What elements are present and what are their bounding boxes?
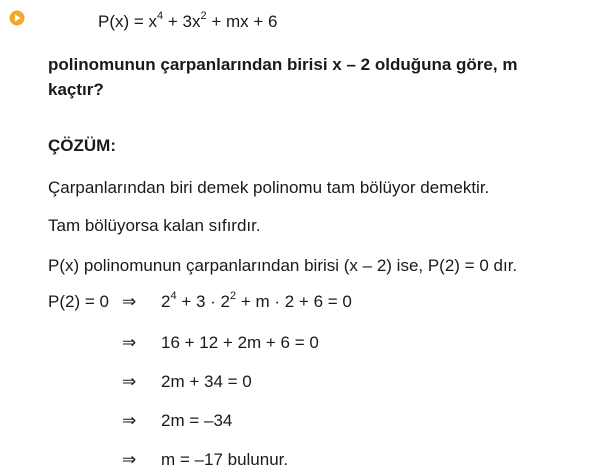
explanation-line-1: Çarpanlarından biri demek polinomu tam bölüyor demektir. — [48, 178, 490, 197]
solution-heading: ÇÖZÜM: — [48, 136, 116, 155]
step-4: 2m = –34 — [161, 411, 233, 430]
step-5: m = –17 bulunur. — [161, 450, 289, 469]
explanation-line-3: P(x) polinomunun çarpanlarından birisi (x – 2) ise, P(2) = 0 dır. — [48, 256, 518, 275]
question-line-2: kaçtır? — [48, 80, 104, 99]
step-2: 16 + 12 + 2m + 6 = 0 — [161, 333, 319, 352]
polynomial-equation — [98, 12, 278, 34]
eq-rest: + mx + 6 — [206, 12, 278, 31]
implies-arrow-icon: ⇒ — [122, 333, 137, 352]
eq-exp2: 2 — [200, 10, 207, 22]
implies-arrow-icon: ⇒ — [122, 292, 137, 311]
step1-c: + m · 2 + 6 = 0 — [236, 292, 352, 311]
implies-arrow-icon: ⇒ — [122, 450, 137, 469]
implies-arrow-icon: ⇒ — [122, 372, 137, 391]
question-line-1: polinomunun çarpanlarından birisi x – 2 olduğuna göre, m — [48, 55, 518, 74]
step1-b-exp: 2 — [229, 290, 237, 302]
step1-b: + 3 · 2 — [176, 292, 230, 311]
step-3: 2m + 34 = 0 — [161, 372, 252, 391]
eq-lhs: P(x) = x — [98, 12, 158, 31]
step1-a: 2 — [161, 292, 171, 311]
step-1 — [161, 292, 352, 314]
steps-lead: P(2) = 0 — [48, 292, 109, 311]
eq-mid1: + 3x — [163, 12, 201, 31]
explanation-line-2: Tam bölüyorsa kalan sıfırdır. — [48, 216, 261, 235]
step1-a-exp: 4 — [170, 290, 177, 302]
eq-exp1: 4 — [157, 10, 164, 22]
implies-arrow-icon: ⇒ — [122, 411, 137, 430]
bullet-marker-icon — [9, 10, 25, 26]
